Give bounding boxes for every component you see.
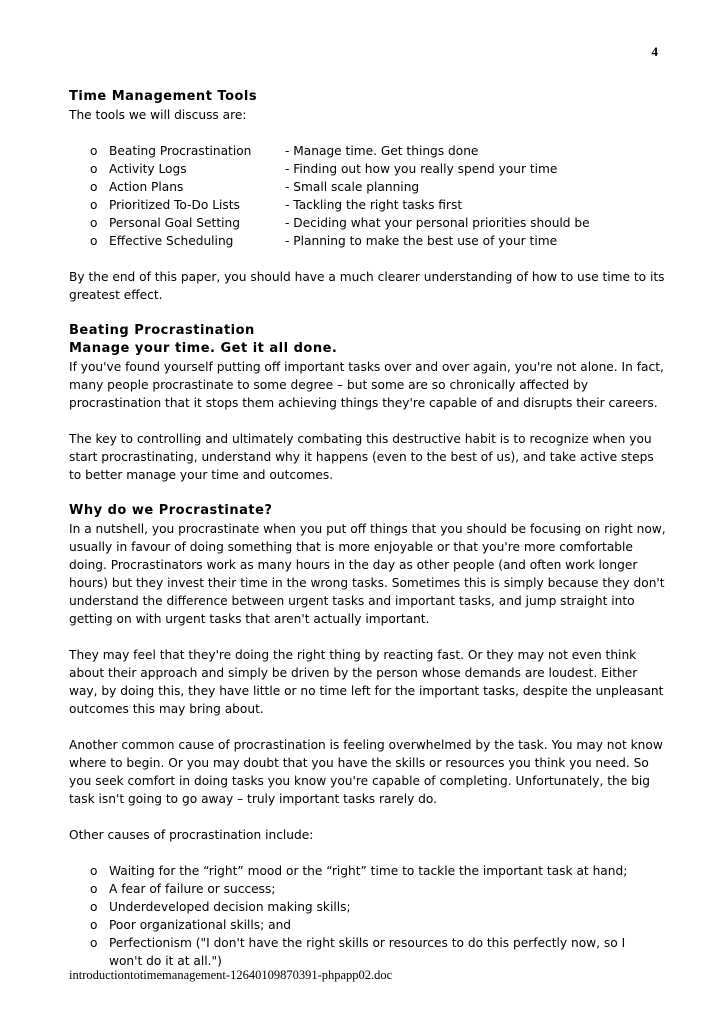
tool-name: Beating Procrastination <box>109 144 252 158</box>
list-item <box>69 880 669 898</box>
cause-text: A fear of failure or success; <box>109 882 276 896</box>
tool-name: Effective Scheduling <box>109 234 234 248</box>
bullet: o <box>90 900 98 914</box>
paragraph: The key to controlling and ultimately combating this destructive habit is to recognize when you start procrastinating, understand why it happens (even to the best of us), and take active steps to better manage your time and outcomes. <box>69 432 654 482</box>
bullet: o <box>90 198 98 212</box>
causes-list <box>69 862 669 970</box>
cause-text: Underdeveloped decision making skills; <box>109 900 351 914</box>
tool-description: - Tackling the right tasks first <box>285 198 463 212</box>
bullet: o <box>90 882 98 896</box>
tool-description: - Finding out how you really spend your time <box>285 162 558 176</box>
cause-text: Waiting for the “right” mood or the “right” time to tackle the important task at hand; <box>109 864 628 878</box>
cause-text: Poor organizational skills; and <box>109 918 292 932</box>
list-item <box>69 916 669 934</box>
tool-description: - Planning to make the best use of your time <box>285 234 558 248</box>
list-item <box>69 862 669 880</box>
page-number: 4 <box>651 44 658 59</box>
procrastination-heading: Beating Procrastination <box>69 323 255 338</box>
tool-description: - Manage time. Get things done <box>285 144 479 158</box>
paragraph: If you've found yourself putting off important tasks over and over again, you're not alone. In fact, many people procrastinate to some degree – but some are so chronically affected by procrastination that it stops them achieving things they're capable of and disrupts their careers. <box>69 360 664 410</box>
tool-name: Activity Logs <box>109 162 187 176</box>
bullet: o <box>90 180 98 194</box>
why-heading: Why do we Procrastinate? <box>69 503 273 518</box>
list-item <box>69 232 669 250</box>
paragraph: Another common cause of procrastination is feeling overwhelmed by the task. You may not know where to begin. Or you may doubt that you have the skills or resources you think you need. So you seek comfort in doing tasks you know you're capable of completing. Unfortunately, the big task isn't going to go away – truly important tasks rarely do. <box>69 738 663 806</box>
list-item <box>69 196 669 214</box>
summary-paragraph: By the end of this paper, you should have a much clearer understanding of how to use time to its greatest effect. <box>69 270 665 302</box>
tools-heading: Time Management Tools <box>69 89 258 104</box>
tool-description: - Small scale planning <box>285 180 420 194</box>
bullet: o <box>90 162 98 176</box>
document-footer: introductiontotimemanagement-12640109870391-phpapp02.doc <box>69 968 393 982</box>
tool-description: - Deciding what your personal priorities should be <box>285 216 590 230</box>
tool-name: Action Plans <box>109 180 184 194</box>
causes-intro: Other causes of procrastination include: <box>69 828 314 842</box>
paragraph: In a nutshell, you procrastinate when you put off things that you should be focusing on right now, usually in favour of doing something that is more enjoyable or that you're more comfortable doing. Procrastinators work as many hours in the day as other people (and often work longer hours) but they invest their time in the wrong tasks. Sometimes this is simply because they don't understand the difference between urgent tasks and important tasks, and jump straight into getting on with urgent tasks that aren't actually important. <box>69 522 666 626</box>
bullet: o <box>90 918 98 932</box>
bullet: o <box>90 144 98 158</box>
tools-list <box>69 142 669 250</box>
paragraph: They may feel that they're doing the right thing by reacting fast. Or they may not even think about their approach and simply be driven by the person whose demands are loudest. Either way, by doing this, they have little or no time left for the important tasks, despite the unpleasant outcomes this may bring about. <box>69 648 664 716</box>
bullet: o <box>90 936 98 950</box>
tool-name: Personal Goal Setting <box>109 216 240 230</box>
tool-name: Prioritized To-Do Lists <box>109 198 240 212</box>
tools-intro: The tools we will discuss are: <box>69 108 247 122</box>
document-body <box>69 88 669 970</box>
bullet: o <box>90 234 98 248</box>
list-item <box>69 898 669 916</box>
list-item <box>69 160 669 178</box>
procrastination-subheading: Manage your time. Get it all done. <box>69 341 338 356</box>
list-item <box>69 214 669 232</box>
cause-text: Perfectionism ("I don't have the right skills or resources to do this perfectly now, so I won't do it at all.") <box>109 936 626 968</box>
list-item <box>69 142 669 160</box>
bullet: o <box>90 864 98 878</box>
list-item <box>69 178 669 196</box>
list-item <box>69 934 669 970</box>
bullet: o <box>90 216 98 230</box>
